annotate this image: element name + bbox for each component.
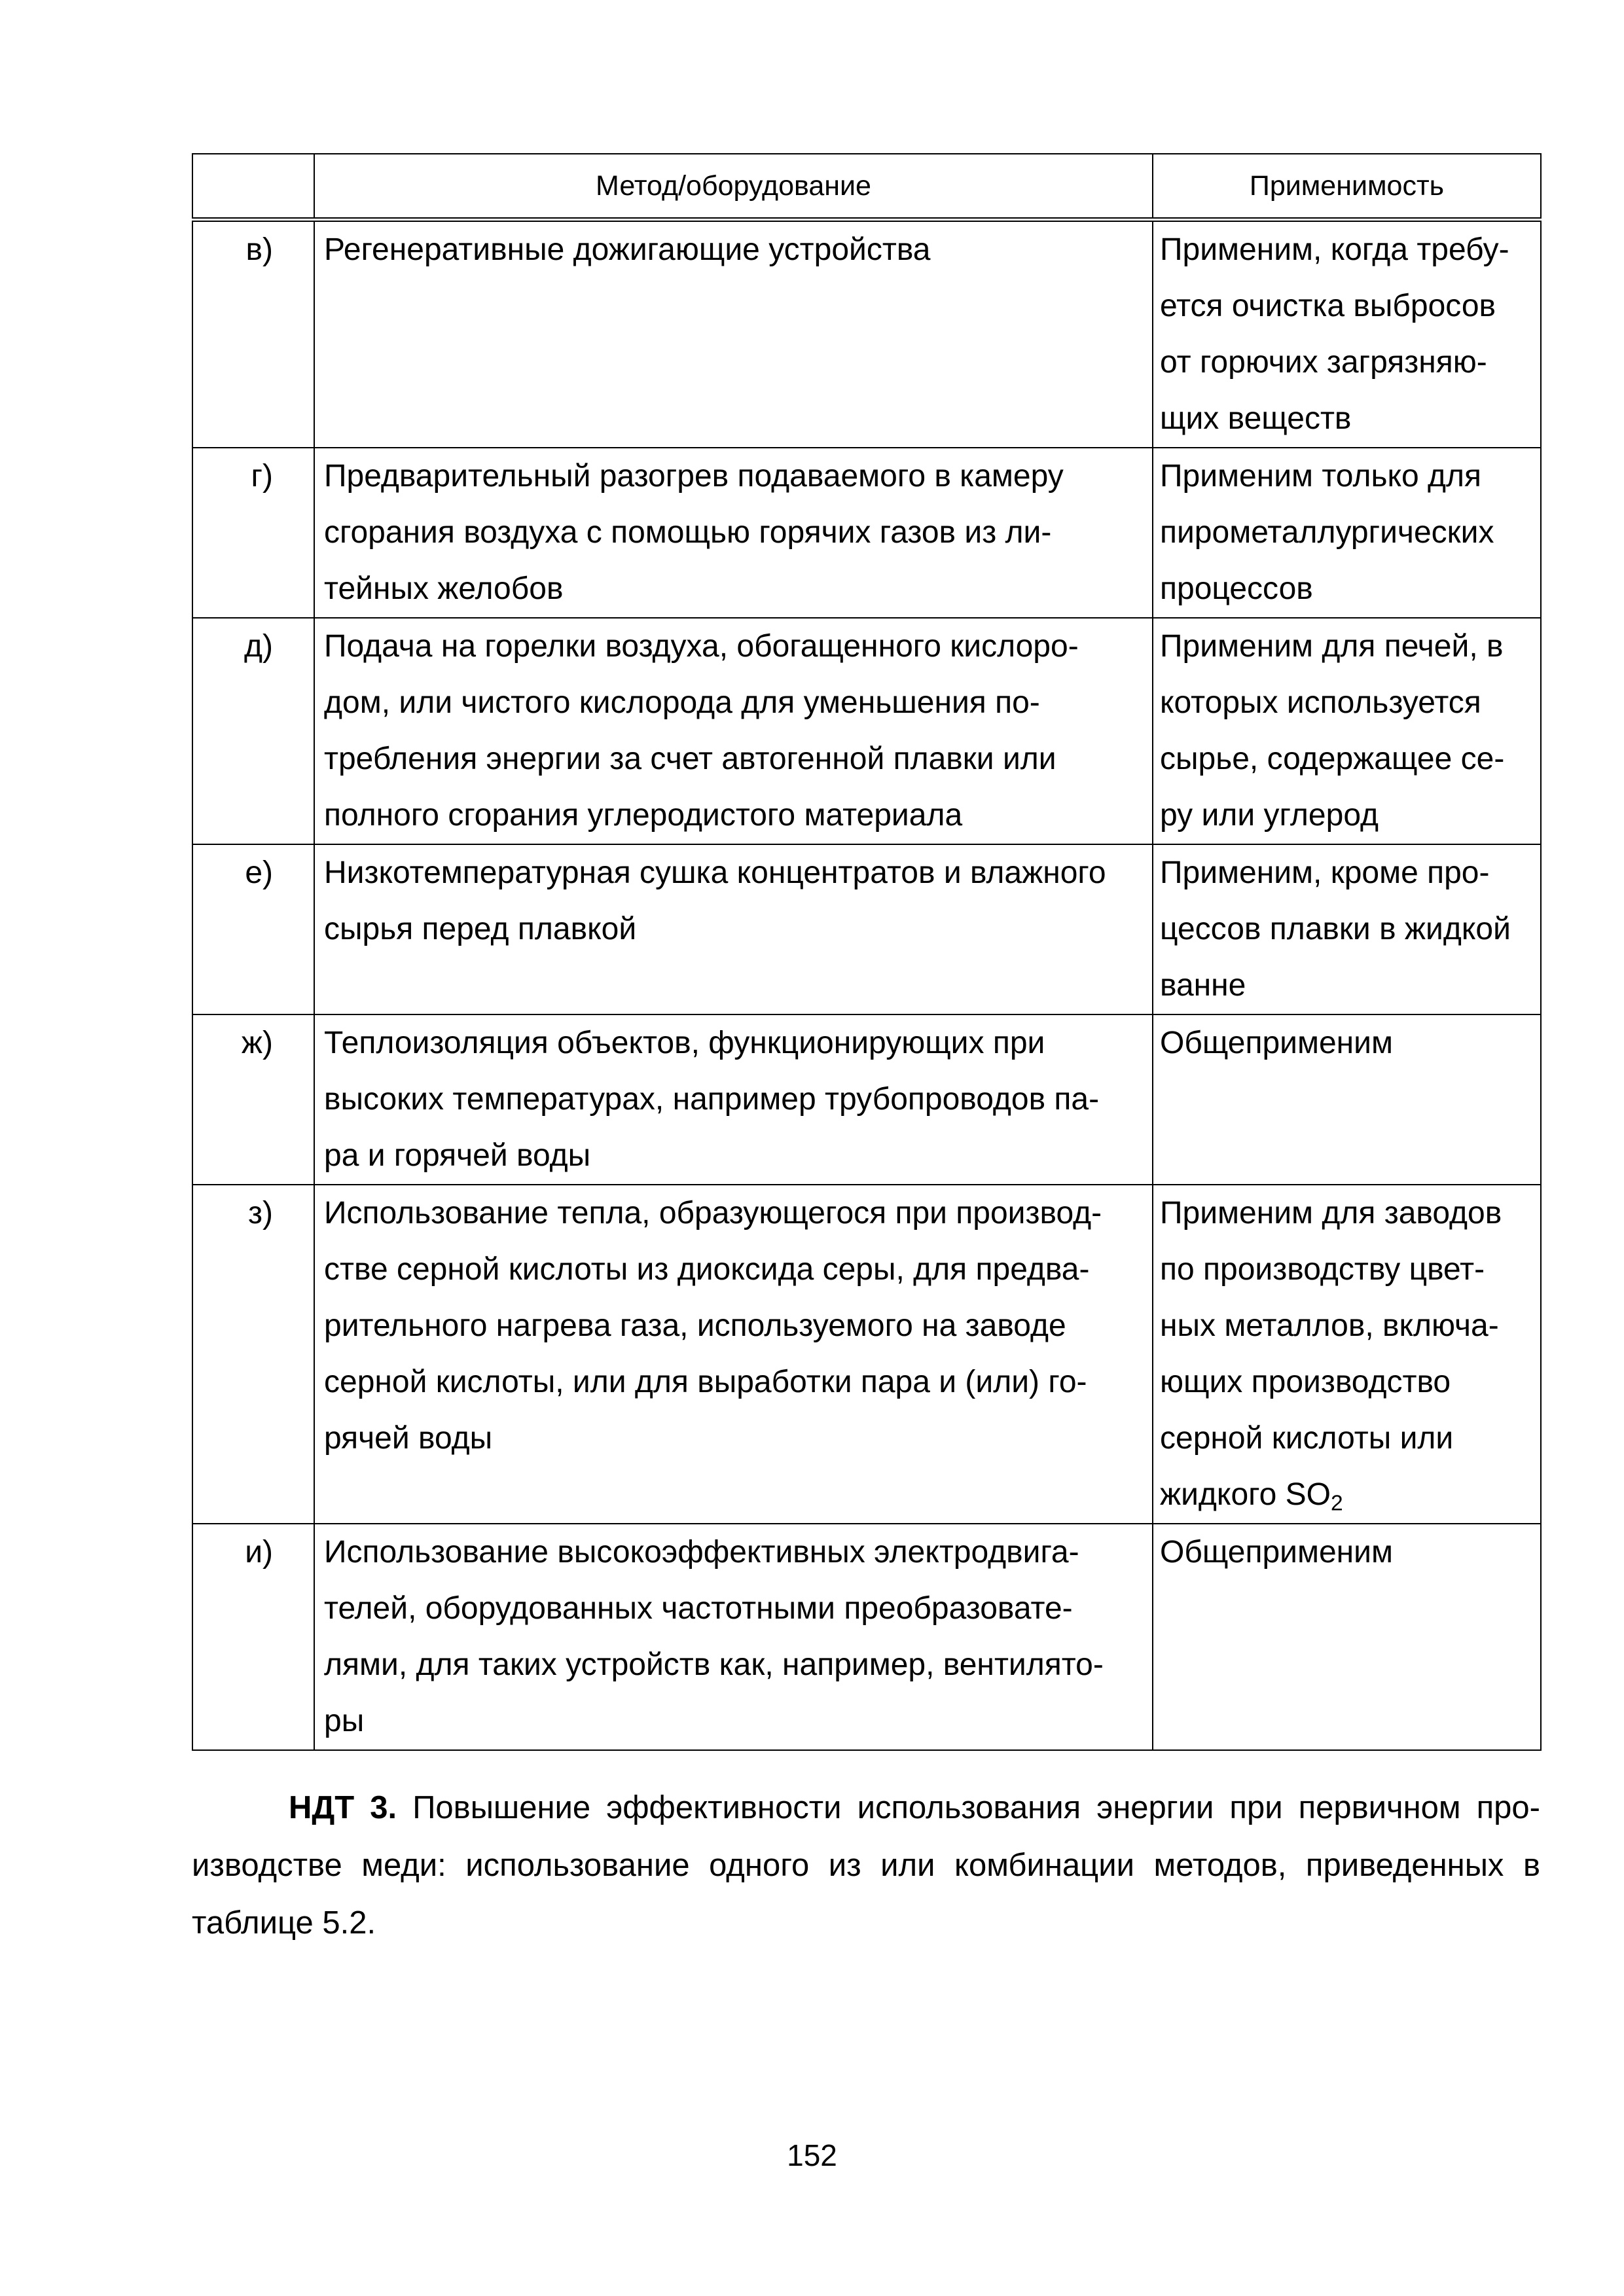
table-row bbox=[192, 1524, 1541, 1750]
table-row bbox=[192, 844, 1541, 1014]
method-cell bbox=[314, 1185, 1153, 1524]
method-cell bbox=[314, 220, 1153, 448]
applicability-line: Применим только для bbox=[1160, 459, 1482, 493]
applicability-line: Применим, кроме про- bbox=[1160, 855, 1490, 890]
applicability-cell bbox=[1153, 448, 1541, 618]
so2-subscript: 2 bbox=[1331, 1491, 1343, 1516]
table-row bbox=[192, 618, 1541, 844]
method-line: Подача на горелки воздуха, обогащенного кислоро- bbox=[324, 629, 1079, 664]
row-index: и) bbox=[192, 1524, 314, 1750]
applicability-cell bbox=[1153, 1185, 1541, 1524]
applicability-line: Применим для печей, в bbox=[1160, 629, 1504, 664]
applicability-line: цессов плавки в жидкой bbox=[1160, 912, 1511, 946]
method-cell bbox=[314, 618, 1153, 844]
method-line: Низкотемпературная сушка концентратов и влажного bbox=[324, 855, 1106, 890]
applicability-line: серной кислоты или bbox=[1160, 1421, 1454, 1456]
applicability-line: ется очистка выбросов bbox=[1160, 289, 1496, 323]
applicability-line: Применим, когда требу- bbox=[1160, 232, 1509, 267]
applicability-line: пирометаллургических bbox=[1160, 515, 1494, 550]
method-line: рячей воды bbox=[324, 1421, 493, 1456]
paragraph-text-3: таблице 5.2. bbox=[192, 1905, 376, 1941]
header-index bbox=[192, 154, 314, 220]
method-line: сырья перед плавкой bbox=[324, 912, 637, 946]
applicability-line-so2 bbox=[1160, 1467, 1535, 1523]
applicability-line: ру или углерод bbox=[1160, 798, 1379, 833]
applicability-line: ющих производство bbox=[1160, 1365, 1451, 1399]
method-line: Теплоизоляция объектов, функционирующих при bbox=[324, 1026, 1045, 1060]
method-line: рительного нагрева газа, используемого на заводе bbox=[324, 1308, 1066, 1343]
table-header-row bbox=[192, 154, 1541, 220]
paragraph-line-2 bbox=[192, 1837, 1540, 1894]
applicability-cell bbox=[1153, 618, 1541, 844]
applicability-line: сырье, содержащее се- bbox=[1160, 742, 1505, 776]
row-index: г) bbox=[192, 448, 314, 618]
method-line: дом, или чистого кислорода для уменьшения по- bbox=[324, 685, 1040, 720]
method-line: тейных желобов bbox=[324, 571, 564, 606]
method-line: требления энергии за счет автогенной плавки или bbox=[324, 742, 1056, 776]
row-index: е) bbox=[192, 844, 314, 1014]
header-applicability: Применимость bbox=[1153, 154, 1541, 220]
method-cell bbox=[314, 1014, 1153, 1185]
page-number: 152 bbox=[787, 2138, 837, 2172]
row-index: д) bbox=[192, 618, 314, 844]
applicability-line: ных металлов, включа- bbox=[1160, 1308, 1499, 1343]
table-row bbox=[192, 1014, 1541, 1185]
method-cell bbox=[314, 448, 1153, 618]
method-line: ры bbox=[324, 1704, 365, 1738]
method-line: лями, для таких устройств как, например, вентилято- bbox=[324, 1647, 1104, 1682]
applicability-line: которых используется bbox=[1160, 685, 1481, 720]
paragraph-line-3 bbox=[192, 1894, 1540, 1952]
row-index: в) bbox=[192, 220, 314, 448]
method-line: полного сгорания углеродистого материала bbox=[324, 798, 963, 833]
header-method: Метод/оборудование bbox=[314, 154, 1153, 220]
method-line: Использование тепла, образующегося при производ- bbox=[324, 1196, 1102, 1230]
method-line: высоких температурах, например трубопроводов па- bbox=[324, 1082, 1100, 1117]
applicability-line: от горючих загрязняю- bbox=[1160, 345, 1487, 380]
applicability-line: Общеприменим bbox=[1160, 1026, 1393, 1060]
applicability-cell bbox=[1153, 844, 1541, 1014]
applicability-cell bbox=[1153, 1524, 1541, 1750]
applicability-line: щих веществ bbox=[1160, 401, 1352, 436]
method-line: сгорания воздуха с помощью горячих газов из ли- bbox=[324, 515, 1052, 550]
method-line: Использование высокоэффективных электродвига- bbox=[324, 1535, 1079, 1570]
applicability-line: процессов bbox=[1160, 571, 1313, 606]
table-row bbox=[192, 448, 1541, 618]
method-line: Предварительный разогрев подаваемого в камеру bbox=[324, 459, 1064, 493]
method-line: телей, оборудованных частотными преобразовате- bbox=[324, 1591, 1073, 1626]
paragraph-text-2: изводстве меди: использование одного из или комбинации методов, приведенных в bbox=[192, 1848, 1540, 1883]
paragraph-lead bbox=[289, 1779, 1540, 1837]
row-index: з) bbox=[192, 1185, 314, 1524]
table-row bbox=[192, 220, 1541, 448]
method-line: серной кислоты, или для выработки пара и (или) го- bbox=[324, 1365, 1087, 1399]
bat-methods-table bbox=[192, 153, 1542, 1751]
paragraph-text-1: Повышение эффективности использования энергии при первичном про- bbox=[412, 1790, 1540, 1825]
so2-prefix: жидкого SO bbox=[1160, 1477, 1331, 1512]
method-cell bbox=[314, 844, 1153, 1014]
applicability-line: Общеприменим bbox=[1160, 1535, 1393, 1570]
applicability-cell bbox=[1153, 1014, 1541, 1185]
method-line: ра и горячей воды bbox=[324, 1138, 591, 1173]
paragraph-line-1 bbox=[192, 1779, 1540, 1837]
applicability-line: Применим для заводов bbox=[1160, 1196, 1502, 1230]
bat-paragraph bbox=[192, 1779, 1540, 1952]
row-index: ж) bbox=[192, 1014, 314, 1185]
bat-label: НДТ 3. bbox=[289, 1790, 397, 1825]
applicability-line: ванне bbox=[1160, 968, 1246, 1003]
method-cell bbox=[314, 1524, 1153, 1750]
table-row bbox=[192, 1185, 1541, 1524]
applicability-line: по производству цвет- bbox=[1160, 1252, 1485, 1287]
method-line: стве серной кислоты из диоксида серы, для предва- bbox=[324, 1252, 1090, 1287]
method-line: Регенеративные дожигающие устройства bbox=[324, 232, 931, 267]
applicability-cell bbox=[1153, 220, 1541, 448]
